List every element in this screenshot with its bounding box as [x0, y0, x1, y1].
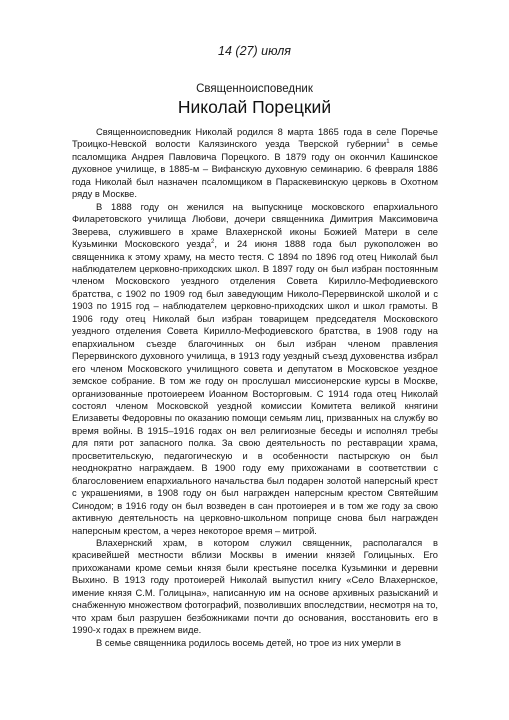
paragraph: В семье священника родилось восемь детей, но трое из них умерли в — [96, 637, 401, 648]
footnote-ref[interactable]: 2 — [210, 238, 215, 245]
paragraph: Влахернский храм, в котором служил священник, располагался в красивейшей местности вблизи Москвы в имении князей Голицыных. Его прихожанами кроме семьи князя были крестьяне поселка Кузьминки и деревни Выхино. В 1913 году протоиерей Николай выпустил книгу «Село Влахернское, имение князя С.М. Голицына», написанную им на основе архивных разысканий и снабженную множеством фотографий, позволивших впоследствии, несмотря на то, что храм был разрушен безбожниками почти до основания, восстановить его в 1990-х годах в прежнем виде. — [72, 537, 438, 636]
page-subtitle: Священноисповедник — [196, 83, 313, 95]
footnote-ref[interactable]: 1 — [386, 139, 390, 146]
paragraph: В 1888 году он женился на выпускнице московского епархиального Филаретовского училища Любови, дочери священника Димитрия Максимовича Зверева, служившего в храме Влахернской иконы Божией Матери в селе Кузьминки Московского уезда$^2$, и 24 июня 1888 года был рукоположен во священника к этому храму, на место тестя. С 1894 по 1896 год отец Николай был наблюдателем церковно-приходских школ. В 1897 году он был избран постоянным членом Московского уездного отделения Совета Кирилло-Мефодиевского братства, с 1902 по 1909 год был заведующим Николо-Перервинской школой и с 1903 по 1915 год – наблюдателем церковно-приходских школ и школ грамоты. В 1906 году отец Николай был избран товарищем председателя Московского уездного отделения Совета Кирилло-Мефодиевского братства, в 1908 году на епархиальном съезде благочинных он был избран членом правления Перервинского духовного училища, в 1913 году уездный съезд духовенства избрал его членом Московского училищного совета и депутатом в Московское уездное земское собрание. В том же году он прослушал миссионерские курсы в Москве, организованные протоиереем Иоанном Восторговым. С 1914 года отец Николай состоял членом Московской уездной комиссии Комитета великой княгини Елизаветы Федоровны по оказанию помощи семьям лиц, призванных на службу во время войны. В 1915–1916 годах он вел религиозные беседы и исполнял требы для пяти рот запасного полка. За свою деятельность по реставрации храма, просветительскую, педагогическую и в особенности пастырскую он был неоднократно награждаем. В 1900 году ему прихожанами в соответствии с благословением епархиального начальства был подарен золотой наперсный крест с украшениями, в 1908 году он был награжден наперсным крестом Святейшим Синодом; в 1916 году он был возведен в сан протоиерея и в том же году за свою активную деятельность на церковно-школьном поприще снова был награжден наперсным крестом, а через некоторое время – митрой. — [72, 201, 438, 536]
body-text — [72, 126, 438, 649]
feast-date: 14 (27) июля — [218, 44, 291, 58]
page-title: Николай Порецкий — [177, 97, 332, 117]
paragraph: Священноисповедник Николай родился 8 марта 1865 года в селе Поречье Троицко-Невской волости Калязинского уезда Тверской губернии$^1$ в семье псаломщика Андрея Павловича Порецкого. В 1879 году он окончил Кашинское духовное училище, в 1885-м – Вифанскую духовную семинарию. 6 февраля 1886 года Николай был назначен псаломщиком в Параскевинскую церковь в Охотном ряду в Москве. — [72, 127, 438, 200]
